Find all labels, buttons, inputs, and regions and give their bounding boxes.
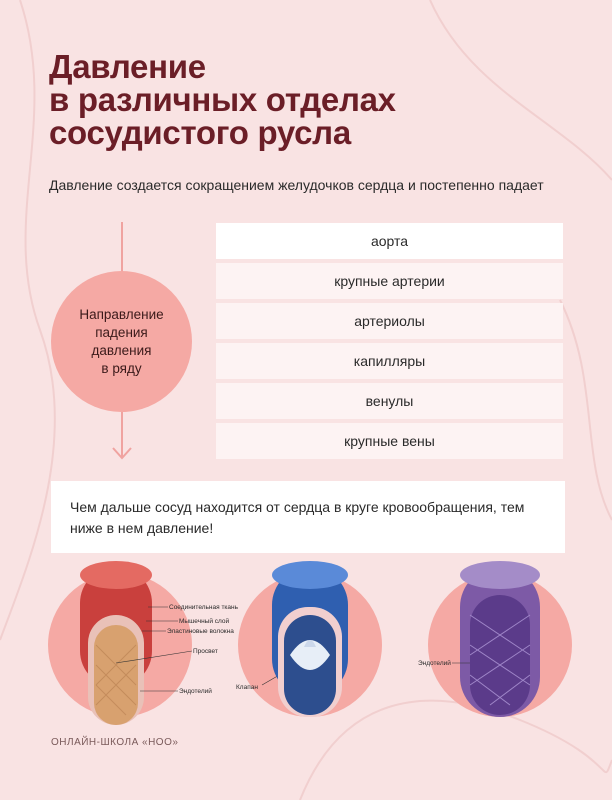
direction-circle: [51, 271, 192, 412]
stage-venules: венулы: [216, 383, 563, 419]
label-valve: Клапан: [236, 684, 258, 691]
title-line-1: Давление: [49, 48, 206, 85]
label-elastic: Эластиновые волокна: [167, 628, 234, 635]
vessel-illustrations: [0, 555, 612, 735]
footer-brand: ОНЛАЙН-ШКОЛА «НОО»: [51, 737, 179, 748]
page-title: [49, 50, 569, 149]
artery-illustration: [80, 561, 152, 725]
stage-large-veins: крупные вены: [216, 423, 563, 459]
direction-line-3: давления: [91, 342, 152, 358]
direction-line-1: Направление: [79, 306, 164, 322]
note-box: Чем дальше сосуд находится от сердца в круге кровообращения, тем ниже в нем давление!: [51, 481, 565, 553]
title-line-2: в различных отделах: [49, 81, 396, 118]
stage-aorta: аорта: [216, 223, 563, 259]
direction-line-2: падения: [95, 324, 148, 340]
direction-line-4: в ряду: [101, 360, 142, 376]
vein-illustration: [272, 561, 348, 717]
stage-capillaries: капилляры: [216, 343, 563, 379]
label-endothelium-capillary: Эндотелий: [418, 660, 451, 667]
vessel-stage-list: [216, 223, 563, 463]
title-line-3: сосудистого русла: [49, 114, 351, 151]
label-connective: Соединительная ткань: [169, 604, 238, 611]
stage-arterioles: артериолы: [216, 303, 563, 339]
label-muscle: Мышечный слой: [179, 618, 230, 625]
subtitle: Давление создается сокращением желудочков сердца и постепенно падает: [49, 177, 544, 193]
stage-large-arteries: крупные артерии: [216, 263, 563, 299]
label-endothelium: Эндотелий: [179, 688, 212, 695]
label-lumen: Просвет: [193, 648, 218, 655]
